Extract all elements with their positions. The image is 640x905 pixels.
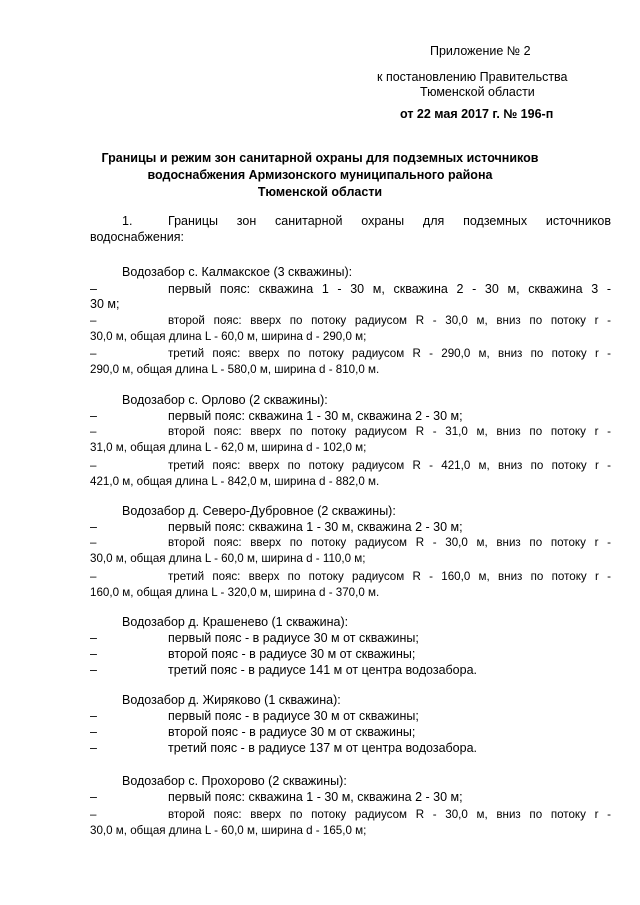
decree-date-number: от 22 мая 2017 г. № 196-п bbox=[400, 107, 554, 121]
zone-text-continued: 160,0 м, общая длина L - 320,0 м, ширина d - 370,0 м. bbox=[90, 586, 380, 599]
dash-marker: – bbox=[90, 725, 97, 739]
zone-text: третий пояс: вверх по потоку радиусом R - 290,0 м, вниз по потоку r - bbox=[168, 347, 611, 360]
title-line-2: водоснабжения Армизонского муниципального района bbox=[147, 168, 493, 182]
zone-text-continued: 290,0 м, общая длина L - 580,0 м, ширина d - 810,0 м. bbox=[90, 363, 380, 376]
dash-marker: – bbox=[90, 790, 97, 804]
dash-marker: – bbox=[90, 647, 97, 661]
dash-marker: – bbox=[90, 741, 97, 755]
title-line-3: Тюменской области bbox=[257, 185, 383, 199]
zone-text: второй пояс: вверх по потоку радиусом R - 30,0 м, вниз по потоку r - bbox=[168, 536, 611, 549]
intake-heading: Водозабор с. Калмакское (3 скважины): bbox=[122, 265, 353, 279]
zone-text: первый пояс: скважина 1 - 30 м, скважина 2 - 30 м; bbox=[168, 790, 463, 804]
dash-marker: – bbox=[90, 631, 97, 645]
zone-text: второй пояс: вверх по потоку радиусом R - 30,0 м, вниз по потоку r - bbox=[168, 808, 611, 821]
zone-text: первый пояс: скважина 1 - 30 м, скважина 2 - 30 м; bbox=[168, 409, 463, 423]
dash-marker: – bbox=[90, 425, 97, 438]
intake-heading: Водозабор д. Северо-Дубровное (2 скважины): bbox=[122, 504, 396, 518]
zone-text: третий пояс - в радиусе 137 м от центра водозабора. bbox=[168, 741, 478, 755]
zone-text-continued: 30 м; bbox=[90, 297, 120, 311]
dash-marker: – bbox=[90, 663, 97, 677]
zone-text-continued: 421,0 м, общая длина L - 842,0 м, ширина d - 882,0 м. bbox=[90, 475, 380, 488]
zone-text: второй пояс - в радиусе 30 м от скважины; bbox=[168, 725, 416, 739]
zone-text: второй пояс - в радиусе 30 м от скважины; bbox=[168, 647, 416, 661]
intake-heading: Водозабор д. Крашенево (1 скважина): bbox=[122, 615, 349, 629]
dash-marker: – bbox=[90, 314, 97, 327]
dash-marker: – bbox=[90, 709, 97, 723]
region-label: Тюменской области bbox=[420, 85, 535, 99]
dash-marker: – bbox=[90, 347, 97, 360]
zone-text: первый пояс - в радиусе 30 м от скважины; bbox=[168, 631, 419, 645]
zone-text: первый пояс: скважина 1 - 30 м, скважина 2 - 30 м; bbox=[168, 520, 463, 534]
zone-text: первый пояс - в радиусе 30 м от скважины; bbox=[168, 709, 419, 723]
zone-text-continued: 30,0 м, общая длина L - 60,0 м, ширина d - 110,0 м; bbox=[90, 552, 366, 565]
document-title bbox=[90, 150, 550, 201]
dash-marker: – bbox=[90, 808, 97, 821]
zone-text: второй пояс: вверх по потоку радиусом R - 30,0 м, вниз по потоку r - bbox=[168, 314, 611, 327]
zone-text: третий пояс - в радиусе 141 м от центра водозабора. bbox=[168, 663, 478, 677]
zone-text-continued: 30,0 м, общая длина L - 60,0 м, ширина d - 165,0 м; bbox=[90, 824, 367, 837]
zone-text: первый пояс: скважина 1 - 30 м, скважина 2 - 30 м, скважина 3 - bbox=[168, 282, 611, 296]
dash-marker: – bbox=[90, 282, 97, 296]
dash-marker: – bbox=[90, 409, 97, 423]
dash-marker: – bbox=[90, 520, 97, 534]
zone-text: второй пояс: вверх по потоку радиусом R - 31,0 м, вниз по потоку r - bbox=[168, 425, 611, 438]
dash-marker: – bbox=[90, 570, 97, 583]
decree-reference: к постановлению Правительства bbox=[377, 70, 568, 84]
section-text-line-1: Границы зон санитарной охраны для подземных источников bbox=[168, 214, 611, 228]
zone-text-continued: 30,0 м, общая длина L - 60,0 м, ширина d - 290,0 м; bbox=[90, 330, 367, 343]
zone-text-continued: 31,0 м, общая длина L - 62,0 м, ширина d - 102,0 м; bbox=[90, 441, 367, 454]
dash-marker: – bbox=[90, 459, 97, 472]
zone-text: третий пояс: вверх по потоку радиусом R - 160,0 м, вниз по потоку r - bbox=[168, 570, 611, 583]
intake-heading: Водозабор д. Жиряково (1 скважина): bbox=[122, 693, 341, 707]
appendix-label: Приложение № 2 bbox=[430, 44, 531, 58]
section-text-line-2: водоснабжения: bbox=[90, 230, 184, 244]
zone-text: третий пояс: вверх по потоку радиусом R - 421,0 м, вниз по потоку r - bbox=[168, 459, 611, 472]
dash-marker: – bbox=[90, 536, 97, 549]
intake-heading: Водозабор с. Прохорово (2 скважины): bbox=[122, 774, 347, 788]
section-number: 1. bbox=[122, 214, 133, 228]
title-line-1: Границы и режим зон санитарной охраны для подземных источников bbox=[101, 151, 539, 165]
intake-heading: Водозабор с. Орлово (2 скважины): bbox=[122, 393, 328, 407]
